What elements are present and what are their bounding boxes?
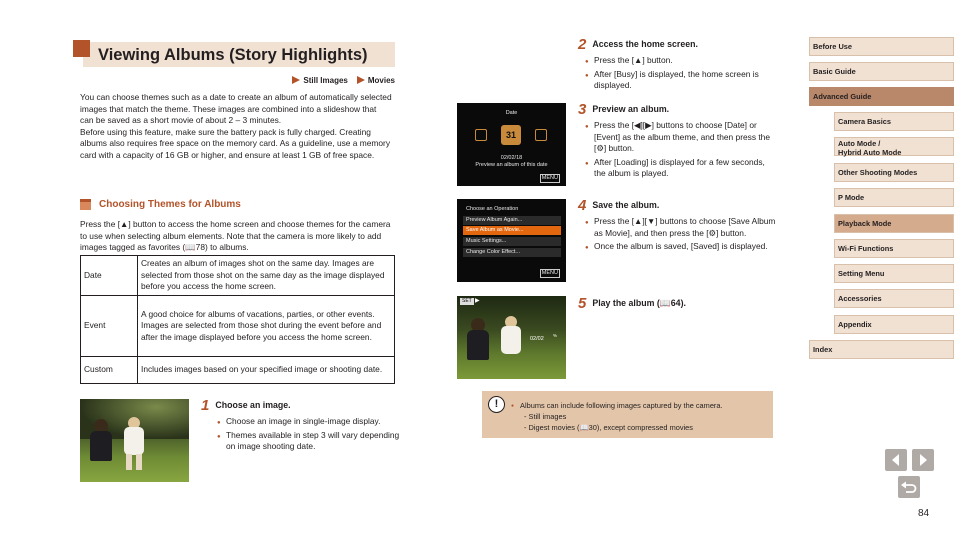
step-title: Save the album. xyxy=(592,200,660,211)
book-icon: 📖 xyxy=(659,298,671,309)
screen-date: 02/02/18 xyxy=(500,155,523,161)
nav-p-mode[interactable]: P Mode xyxy=(834,188,954,207)
nav-accessories[interactable]: Accessories xyxy=(834,289,954,308)
theme-key: Event xyxy=(81,296,138,357)
chevron-left-icon xyxy=(885,449,907,471)
triangle-icon xyxy=(357,76,365,84)
theme-value: A good choice for albums of vacations, parties, or other events. Images are selected from those shot during the event before and after the image displayed before you access the home screen. xyxy=(138,296,395,357)
theme-value: Includes images based on your specified image or shooting date. xyxy=(138,357,395,384)
nav-before-use[interactable]: Before Use xyxy=(809,37,954,56)
step-3 xyxy=(578,102,778,182)
nav-index[interactable]: Index xyxy=(809,340,954,359)
book-icon: 📖 xyxy=(185,242,196,253)
step-2 xyxy=(578,37,778,94)
page-title-bar xyxy=(73,40,395,68)
step-1 xyxy=(201,398,401,455)
step-title: Preview an album. xyxy=(592,104,670,115)
camera-screen-playback xyxy=(457,296,566,379)
table-row xyxy=(81,357,395,384)
nav-playback-mode[interactable]: Playback Mode xyxy=(834,214,954,233)
step-number: 1 xyxy=(201,397,210,414)
screen-caption: Preview an album of this date xyxy=(475,162,548,168)
note-sub: - Still images xyxy=(524,412,567,422)
note-text xyxy=(511,400,723,433)
screen-heading: Choose an Operation xyxy=(466,206,519,212)
intro-text xyxy=(80,92,392,162)
themes-table xyxy=(80,255,395,384)
calendar-icon xyxy=(475,129,487,141)
play-icon: ▶ xyxy=(475,298,480,304)
triangle-icon xyxy=(292,76,300,84)
event-icon xyxy=(535,129,547,141)
intro-paragraph: Before using this feature, make sure the battery pack is fully charged. Creating albums also requires free space on the memory card. As a guideline, use a memory card with a capacity of 16 GB or higher, and ensure at least 1 GB of free space. xyxy=(80,126,391,160)
bullet-icon: ● xyxy=(511,403,515,409)
screen-label: Date xyxy=(505,110,518,116)
title-marker xyxy=(73,40,90,57)
list-item: ● Once the album is saved, [Saved] is displayed. xyxy=(585,241,778,253)
nav-basic-guide[interactable]: Basic Guide xyxy=(809,62,954,81)
mode-tags xyxy=(292,75,395,86)
table-row xyxy=(81,296,395,357)
list-item: ● After [Busy] is displayed, the home screen is displayed. xyxy=(585,69,778,92)
theme-value: Creates an album of images shot on the same day. Images are selected from those shot on the same day as the image displayed before you access the home screen. xyxy=(138,256,395,296)
list-item: ● Themes available in step 3 will vary depending on image shooting date. xyxy=(217,430,401,453)
camera-screen-operation xyxy=(457,199,566,282)
menu-badge: MENU xyxy=(541,175,558,181)
list-item: ● Press the [▲] button. xyxy=(585,55,778,67)
step-number: 5 xyxy=(578,295,587,312)
list-item: ● Press the [◀][▶] buttons to choose [Date] or [Event] as the album theme, and then press the [⚙] button. xyxy=(585,120,778,155)
nav-label: Auto Mode / Hybrid Auto Mode xyxy=(838,139,902,157)
nav-auto-mode[interactable] xyxy=(834,137,954,156)
screen-option: Change Color Effect... xyxy=(463,248,561,257)
next-page-button[interactable] xyxy=(912,449,934,471)
section-paragraph: Press the [▲] button to access the home screen and choose themes for the camera to use when selecting album elements. Note that the camera is more likely to add images tagged as favorites (📖78) to albums. xyxy=(80,219,391,253)
step-4 xyxy=(578,198,778,255)
screen-option-selected: Save Album as Movie... xyxy=(463,226,561,235)
caution-icon: ! xyxy=(488,396,505,413)
page-number: 84 xyxy=(918,508,930,519)
section-heading xyxy=(80,198,395,214)
screen-option: Preview Album Again... xyxy=(463,216,561,225)
section-marker xyxy=(80,199,91,210)
list-item: ● Choose an image in single-image display. xyxy=(217,416,401,428)
tag-still-images: Still Images xyxy=(292,75,347,86)
step-5 xyxy=(578,296,778,311)
step-title: Play the album (📖64). xyxy=(592,298,686,309)
nav-camera-basics[interactable]: Camera Basics xyxy=(834,112,954,131)
table-row xyxy=(81,256,395,296)
list-item: ● Press the [▲][▼] buttons to choose [Save Album as Movie], and then press the [⚙] button. xyxy=(585,216,778,239)
step-number: 2 xyxy=(578,36,587,53)
step-number: 3 xyxy=(578,101,587,118)
screen-option: Music Settings... xyxy=(463,237,561,246)
nav-other-shooting[interactable]: Other Shooting Modes xyxy=(834,163,954,182)
list-item: ● After [Loading] is displayed for a few seconds, the album is played. xyxy=(585,157,778,180)
step-title: Access the home screen. xyxy=(592,39,698,50)
section-heading-text: Choosing Themes for Albums xyxy=(99,199,241,210)
note-sub: - Digest movies (📖30), except compressed movies xyxy=(524,423,693,433)
playback-time: 02/02 xyxy=(530,336,544,342)
caution-note xyxy=(482,391,773,438)
book-icon: 📖 xyxy=(579,423,589,433)
sample-photo xyxy=(80,399,189,482)
chevron-right-icon xyxy=(912,449,934,471)
nav-advanced-guide[interactable]: Advanced Guide xyxy=(809,87,954,106)
page-title: Viewing Albums (Story Highlights) xyxy=(98,46,368,64)
step-title: Choose an image. xyxy=(215,400,291,411)
nav-wifi[interactable]: Wi-Fi Functions xyxy=(834,239,954,258)
theme-key: Custom xyxy=(81,357,138,384)
set-badge: SET xyxy=(462,298,472,304)
theme-key: Date xyxy=(81,256,138,296)
tag-movies: Movies xyxy=(357,75,395,86)
prev-page-button[interactable] xyxy=(885,449,907,471)
intro-paragraph: You can choose themes such as a date to create an album of automatically selected images that match the theme. These images are combined into a slideshow that can be saved as a short movie of about 2 – 3 minutes. xyxy=(80,92,392,126)
camera-screen-home xyxy=(457,103,566,186)
date-tile: 31 xyxy=(501,125,521,145)
step-number: 4 xyxy=(578,197,587,214)
return-icon xyxy=(898,476,920,498)
note-line: Albums can include following images captured by the camera. xyxy=(520,401,723,410)
playback-sec: % xyxy=(553,333,558,338)
menu-badge: MENU xyxy=(541,270,558,276)
nav-appendix[interactable]: Appendix xyxy=(834,315,954,334)
nav-setting-menu[interactable]: Setting Menu xyxy=(834,264,954,283)
back-button[interactable] xyxy=(898,476,920,498)
